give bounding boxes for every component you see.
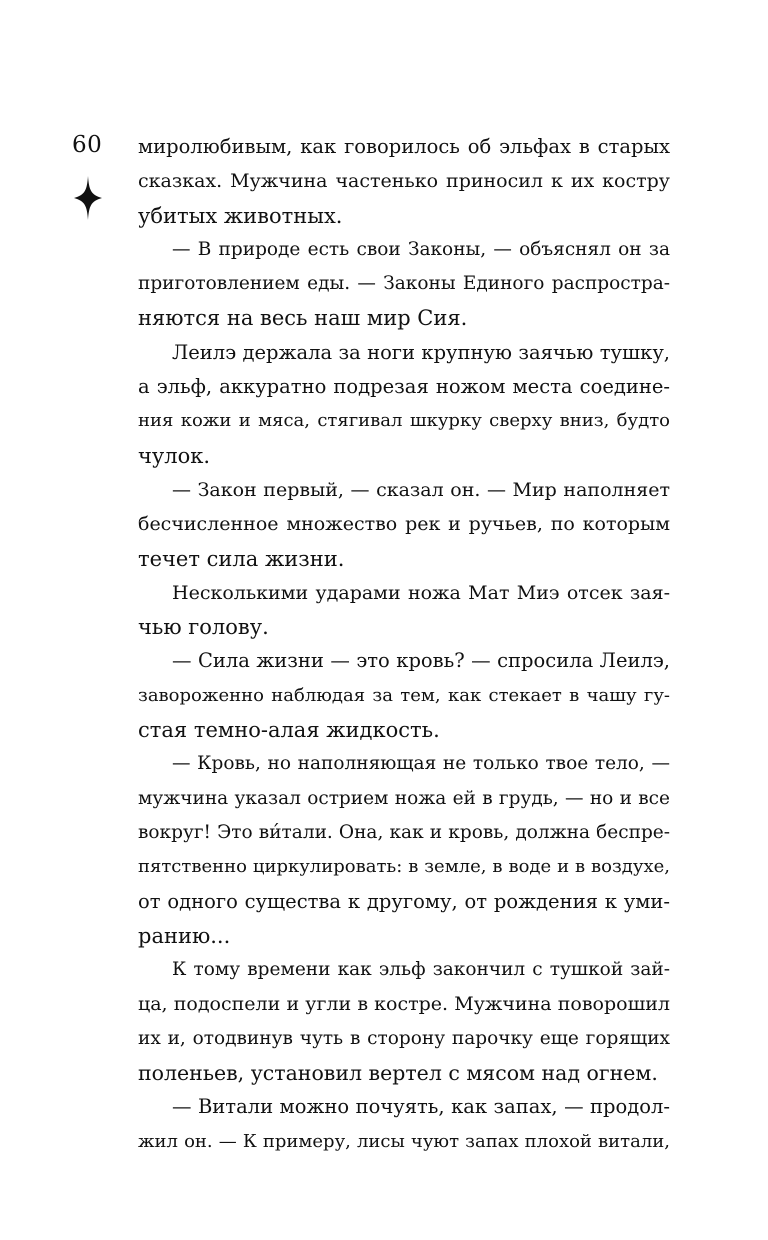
text-line: а эльф, аккуратно подрезая ножом места соедине- [138,375,670,399]
text-line: приготовлением еды. — Законы Единого распростра- [138,273,670,295]
text-line: миролюбивым, как говорилось об эльфах в старых [138,135,670,158]
text-line: их и, отодвинув чуть в сторону парочку еще горящих [138,1027,670,1049]
text-line: убитых животных. [138,203,343,228]
text-line: ранию... [138,923,231,948]
body-text [138,130,670,1159]
text-line: Леилэ держала за ноги крупную заячью тушку, [172,340,670,364]
text-line: сказках. Мужчина частенько приносил к их костру [138,170,670,193]
text-line: жил он. — К примеру, лисы чуют запах плохой витали, [138,1130,670,1152]
text-line: завороженно наблюдая за тем, как стекает в чашу гу- [138,684,670,706]
text-line: К тому времени как эльф закончил с тушкой зай- [172,959,670,981]
text-line: от одного существа к другому, от рождения к уми- [138,889,670,913]
text-line: течет сила жизни. [138,546,345,571]
text-line: чью голову. [138,615,269,640]
text-line: мужчина указал острием ножа ей в грудь, — но и все [138,787,670,809]
text-line: — В природе есть свои Законы, — объяснял он за [172,238,670,260]
text-line: вокруг! Это ви́тали. Она, как и кровь, должна беспре- [138,821,670,843]
text-line: — Кровь, но наполняющая не только твое тело, — [172,753,670,775]
text-line: няются на весь наш мир Сия. [138,306,468,331]
text-line: чулок. [138,443,211,468]
text-line: ния кожи и мяса, стягивал шкурку сверху вниз, будто [138,410,670,432]
page-number: 60 [72,132,103,158]
text-line: — Витали можно почуять, как запах, — продол- [172,1095,670,1119]
text-line: — Сила жизни — это кровь? — спросила Леилэ, [172,649,670,673]
text-line: бесчисленное множество рек и ручьев, по которым [138,513,670,536]
text-line: ца, подоспели и угли в костре. Мужчина поворошил [138,993,670,1016]
text-line: — Закон первый, — сказал он. — Мир наполняет [172,478,670,501]
text-line: стая темно-алая жидкость. [138,718,440,743]
text-line: пятственно циркулировать: в земле, в воде и в воздухе, [138,856,670,878]
text-line: Несколькими ударами ножа Мат Миэ отсек зая- [172,581,670,604]
text-line: поленьев, установил вертел с мясом над огнем. [138,1061,658,1086]
four-point-star-icon [74,176,102,220]
